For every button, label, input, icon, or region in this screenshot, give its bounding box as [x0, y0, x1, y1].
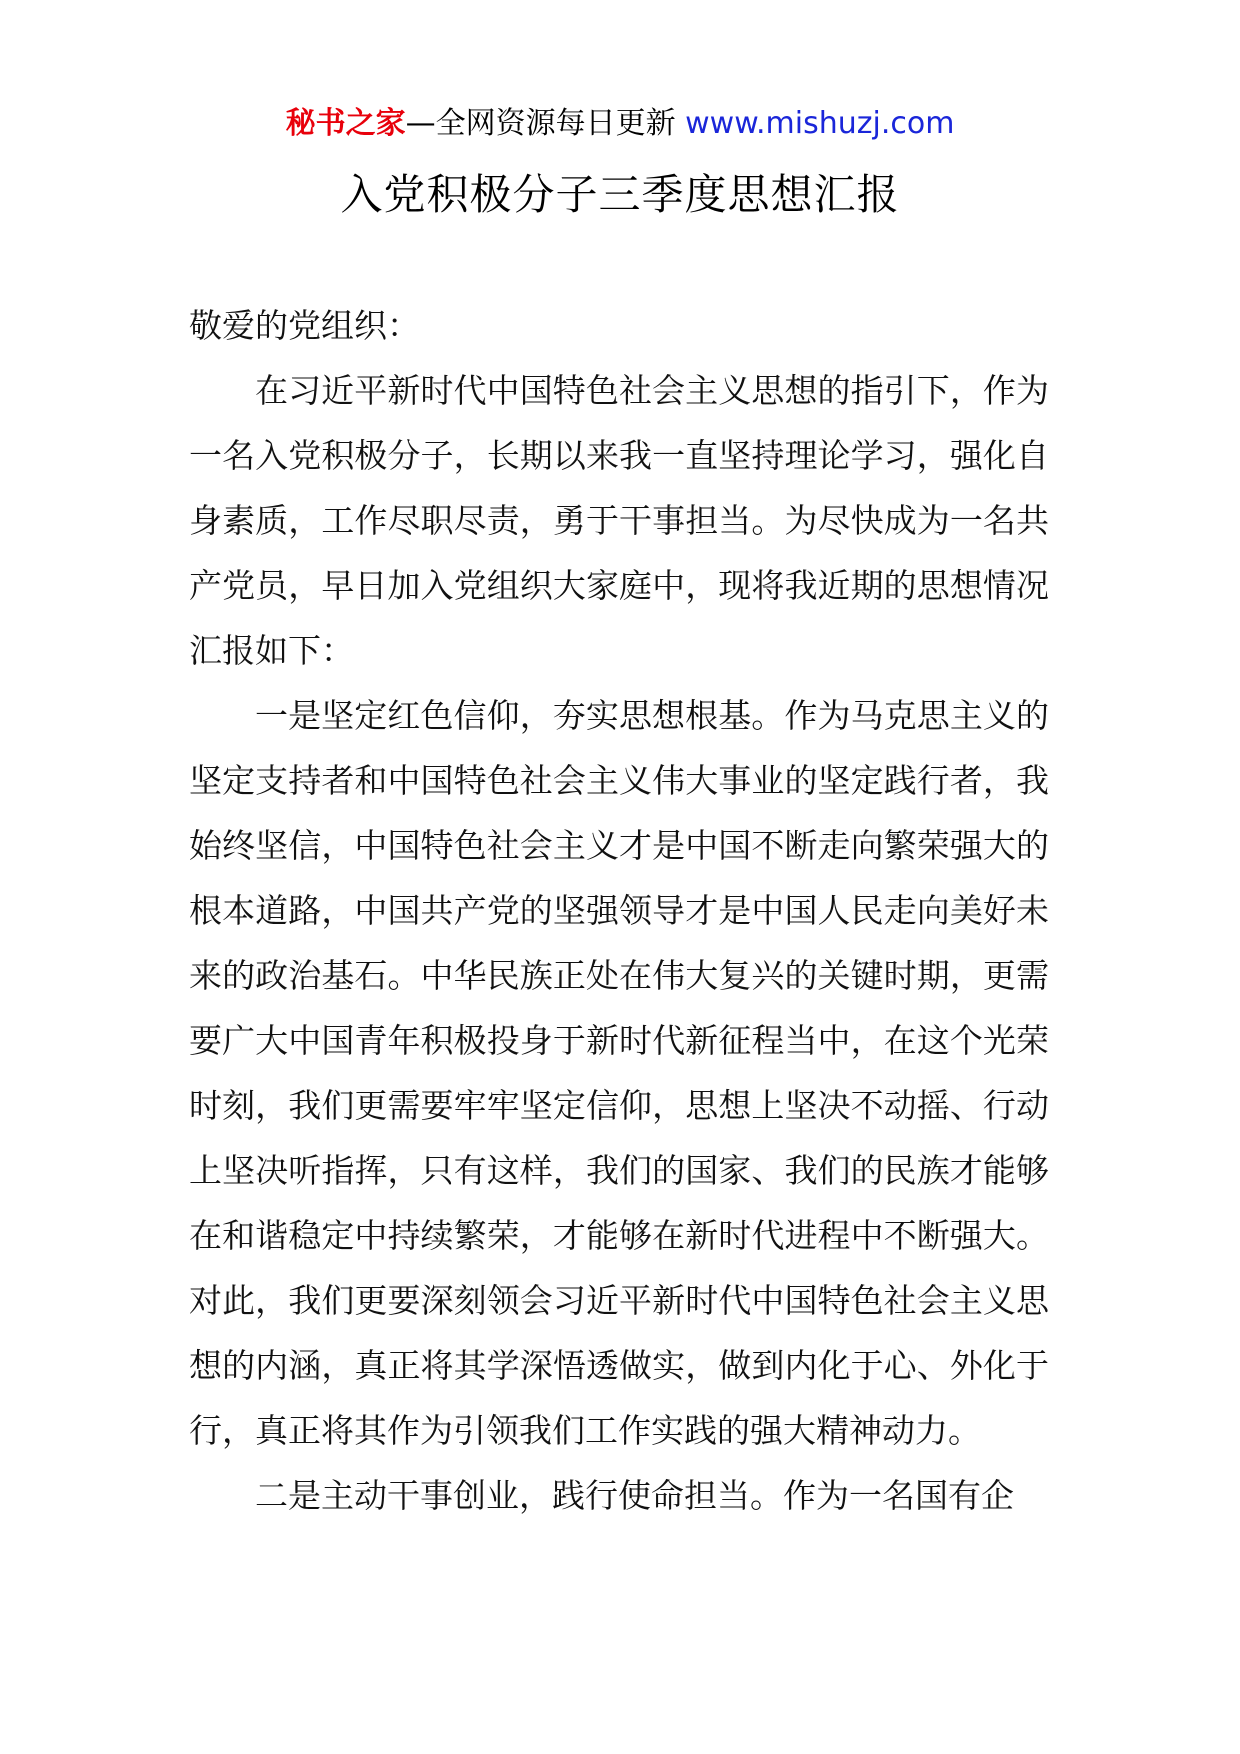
paragraph-text: 在习近平新时代中国特色社会主义思想的指引下，作为一名入党积极分子，长期以来我一直坚持理论学习，强化自身素质，工作尽职尽责，勇于干事担当。为尽快成为一名共产党员，早日加入党组织大家庭中，现将我近期的思想情况汇报如下：	[189, 371, 1049, 670]
paragraph-lead: 二是主动干事创业，践行使命担当。	[255, 1476, 783, 1515]
paragraph-point-1	[189, 683, 1049, 1463]
site-brand: 秘书之家	[285, 106, 406, 141]
paragraph-intro	[189, 358, 1049, 683]
document-title: 入党积极分子三季度思想汇报	[340, 170, 900, 219]
paragraph-point-2	[189, 1463, 1049, 1528]
site-banner	[0, 102, 1240, 146]
document-body	[189, 293, 1049, 1528]
site-tagline: —全网资源每日更新	[405, 106, 676, 141]
paragraph-text: 作为马克思主义的坚定支持者和中国特色社会主义伟大事业的坚定践行者，我始终坚信，中国特色社会主义才是中国不断走向繁荣强大的根本道路，中国共产党的坚强领导才是中国人民走向美好未来的政治基石。中华民族正处在伟大复兴的关键时期，更需要广大中国青年积极投身于新时代新征程当中，在这个光荣时刻，我们更需要牢牢坚定信仰，思想上坚决不动摇、行动上坚决听指挥，只有这样，我们的国家、我们的民族才能够在和谐稳定中持续繁荣，才能够在新时代进程中不断强大。对此，我们更要深刻领会习近平新时代中国特色社会主义思想的内涵，真正将其学深悟透做实，做到内化于心、外化于行，真正将其作为引领我们工作实践的强大精神动力。	[189, 696, 1050, 1450]
site-url-link[interactable]: www.mishuzj.com	[685, 106, 955, 141]
salutation: 敬爱的党组织：	[189, 306, 420, 345]
paragraph-text: 作为一名国有企	[783, 1476, 1014, 1515]
paragraph-lead: 一是坚定红色信仰，夯实思想根基。	[255, 696, 785, 735]
